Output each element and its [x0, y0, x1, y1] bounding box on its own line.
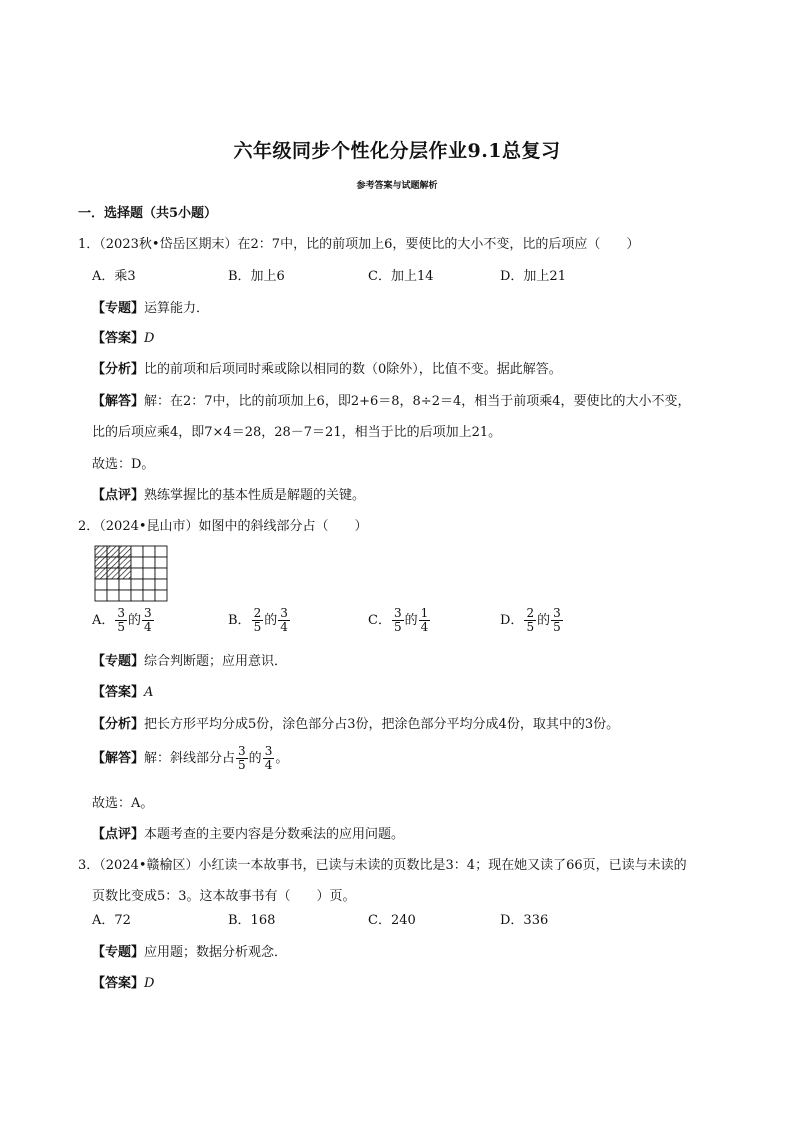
q2-topic-text: 综合判断题；应用意识．: [144, 654, 288, 669]
q1-answer: [92, 330, 154, 348]
q2-analysis: 【分析】把长方形平均分成5份，涂色部分占3份，把涂色部分平均分成4份，取其中的3份。: [92, 717, 620, 732]
grid-cell: [155, 568, 167, 579]
q1-solution-line2: 比的后项应乘4，即7×4＝28，28－7＝21，相当于比的后项加上21。: [92, 425, 502, 440]
q1-option-c: C．加上14: [368, 269, 434, 284]
q2-choice: 故选：A。: [92, 796, 154, 811]
q1-analysis: [92, 361, 562, 379]
q2-option-a: A． $\frac{3}{5}$ 的 $\frac{3}{4}$: [92, 606, 152, 634]
analysis-tag: 【分析】: [92, 362, 145, 377]
q3-answer-text: D: [144, 976, 155, 991]
answer-tag: 【答案】: [92, 331, 145, 346]
grid-cell-shaded: [119, 557, 131, 568]
q2-topic: 【专题】综合判断题；应用意识．: [92, 654, 288, 669]
q2-option-b-frac1: $\frac{2}{5}$: [253, 606, 262, 634]
q2-grid-figure: [94, 545, 168, 603]
grid-cell: [131, 557, 143, 568]
q3-topic-text: 应用题；数据分析观念．: [144, 945, 288, 960]
q1-answer-text: D: [144, 331, 155, 346]
topic-tag: 【专题】: [92, 301, 145, 316]
grid-cell: [143, 590, 155, 601]
q2-option-c-frac2: $\frac{1}{4}$: [420, 606, 429, 634]
grid-cell: [131, 579, 143, 590]
q1-choice: 故选：D。: [92, 457, 155, 472]
q1-comment-text: 熟练掌握比的基本性质是解题的关键。: [144, 488, 366, 503]
q3-option-a: A．72: [92, 913, 131, 928]
q2-option-c: C． $\frac{3}{5}$ 的 $\frac{1}{4}$: [368, 606, 429, 634]
grid-cell-shaded: [95, 546, 107, 557]
q1-topic-text: 运算能力．: [144, 301, 210, 316]
q2-option-b-letter: B．: [228, 613, 251, 628]
q2-comment-text: 本题考查的主要内容是分数乘法的应用问题。: [144, 827, 405, 842]
document-title: 六年级同步个性化分层作业9.1总复习: [233, 140, 561, 162]
q2-option-c-frac1: $\frac{3}{5}$: [393, 606, 402, 634]
q3-stem-line1: 3．（2024•赣榆区）小红读一本故事书，已读与未读的页数比是3：4；现在她又读了66页，已读与未读的: [78, 858, 687, 873]
q2-option-a-frac1: $\frac{3}{5}$: [117, 606, 126, 634]
q1-option-d: D．加上21: [500, 269, 566, 284]
q2-solution-frac1: $\frac{3}{5}$: [238, 744, 246, 772]
grid-cell: [107, 579, 119, 590]
grid-cell: [143, 568, 155, 579]
grid-cell-shaded: [95, 568, 107, 579]
q1-option-b: B．加上6: [228, 269, 285, 284]
grid-cell-shaded: [119, 568, 131, 579]
q2-option-d-frac2: $\frac{3}{5}$: [553, 606, 561, 634]
grid-cell: [131, 568, 143, 579]
q1-solution-text-1: 解：在2：7中，比的前项加上6，即2+6＝8，8÷2＝4，相当于前项乘4，要使比的大小不变，: [144, 394, 691, 409]
grid-cell: [143, 579, 155, 590]
document-subtitle: 参考答案与试题解析: [356, 181, 438, 191]
q1-comment: [92, 487, 365, 505]
q2-stem: 2．（2024•昆山市）如图中的斜线部分占（ ）: [78, 519, 368, 534]
grid-cell: [143, 557, 155, 568]
section-heading: 一．选择题（共5小题）: [78, 206, 218, 221]
q1-option-a: A．乘3: [92, 269, 136, 284]
q2-answer-text: A: [144, 685, 154, 700]
q1-solution-line1: [92, 393, 691, 411]
solution-tag: 【解答】: [92, 394, 145, 409]
grid-cell: [95, 590, 107, 601]
grid-cell-shaded: [119, 546, 131, 557]
grid-cell: [155, 557, 167, 568]
q2-analysis-text: 把长方形平均分成5份，涂色部分占3份，把涂色部分平均分成4份，取其中的3份。: [144, 717, 620, 732]
q3-answer: 【答案】D: [92, 976, 155, 991]
q2-option-c-letter: C．: [368, 613, 391, 628]
grid-cell: [119, 590, 131, 601]
q2-solution-frac2: $\frac{3}{4}$: [264, 744, 273, 772]
grid-cell: [95, 579, 107, 590]
grid-cell-shaded: [107, 546, 119, 557]
q2-option-b: B． $\frac{2}{5}$ 的 $\frac{3}{4}$: [228, 606, 288, 634]
q2-option-d-frac1: $\frac{2}{5}$: [526, 606, 535, 634]
grid-cell: [155, 546, 167, 557]
q1-stem: 1．（2023秋•岱岳区期末）在2：7中，比的前项加上6，要使比的大小不变，比的后项应（ ）: [78, 237, 640, 252]
grid-cell-shaded: [107, 568, 119, 579]
grid-cell-shaded: [95, 557, 107, 568]
grid-cell: [131, 546, 143, 557]
grid-cell: [107, 590, 119, 601]
grid-cell: [131, 590, 143, 601]
comment-tag: 【点评】: [92, 488, 145, 503]
q2-option-b-frac2: $\frac{3}{4}$: [280, 606, 288, 634]
q2-option-d-letter: D．: [500, 613, 524, 628]
q3-option-b: B．168: [228, 913, 276, 928]
q2-option-a-letter: A．: [92, 613, 115, 628]
grid-cell-shaded: [107, 557, 119, 568]
q3-topic: 【专题】应用题；数据分析观念．: [92, 945, 288, 960]
grid-cell: [119, 579, 131, 590]
q2-option-a-frac2: $\frac{3}{4}$: [144, 606, 152, 634]
q1-analysis-text: 比的前项和后项同时乘或除以相同的数（0除外），比值不变。据此解答。: [144, 362, 562, 377]
q2-comment: 【点评】本题考查的主要内容是分数乘法的应用问题。: [92, 827, 405, 842]
q1-topic: [92, 300, 209, 318]
grid-cell: [155, 579, 167, 590]
q2-option-d: D． $\frac{2}{5}$ 的 $\frac{3}{5}$: [500, 606, 561, 634]
grid-cell: [143, 546, 155, 557]
q3-stem-line2: 页数比变成5：3。这本故事书有（ ）页。: [92, 889, 356, 904]
q3-option-c: C．240: [368, 913, 416, 928]
q2-solution: 【解答】解：斜线部分占 $\frac{3}{5}$ 的 $\frac{3}{4}$ 。: [92, 744, 289, 772]
grid-cell: [155, 590, 167, 601]
q3-option-d: D．336: [500, 913, 549, 928]
q2-answer: 【答案】A: [92, 685, 154, 700]
